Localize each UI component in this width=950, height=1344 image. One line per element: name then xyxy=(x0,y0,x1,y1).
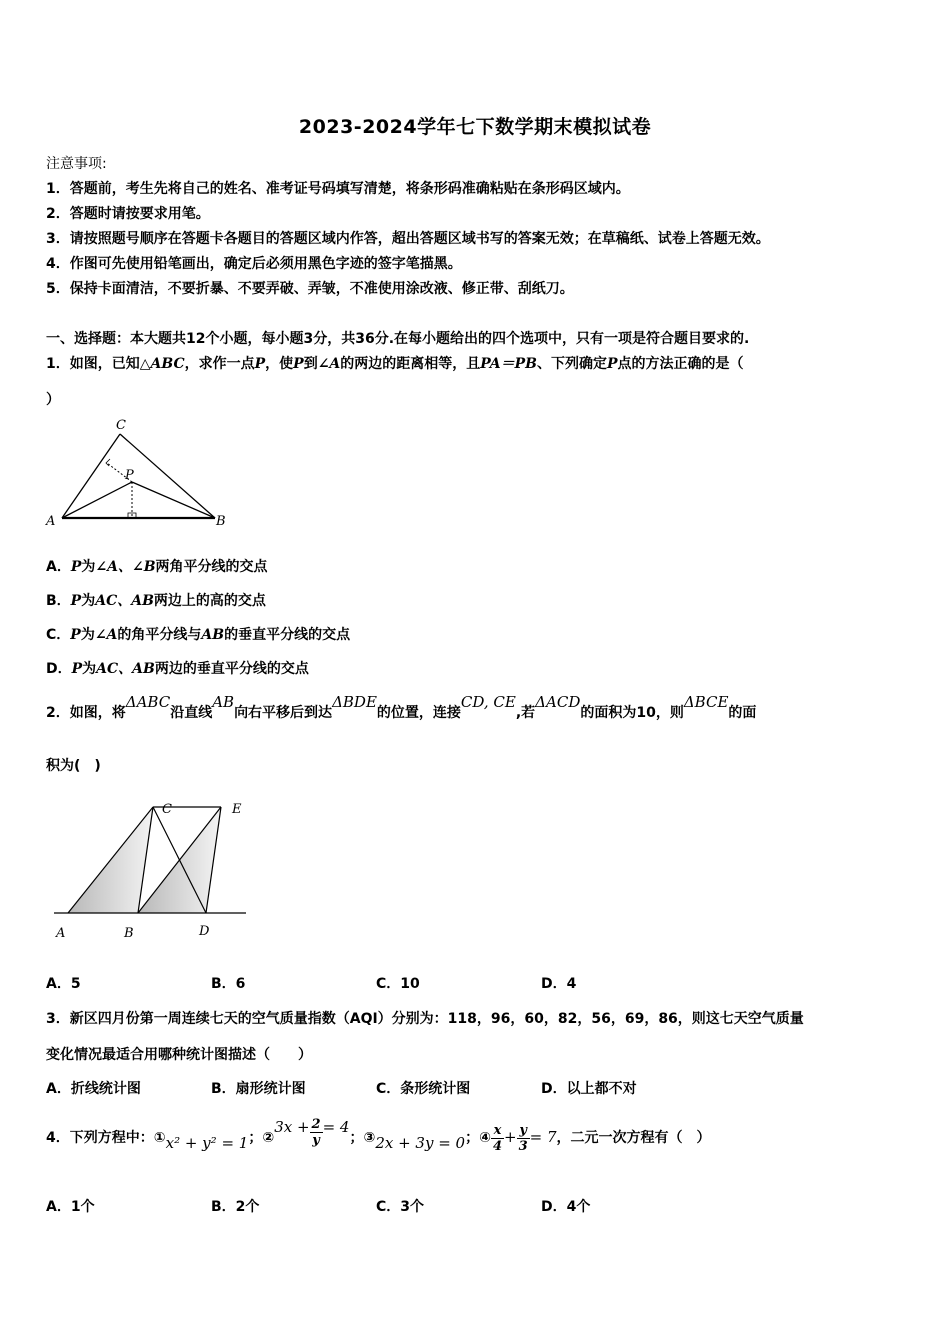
notice-item-1: 1．答题前，考生先将自己的姓名、准考证号码填写清楚，将条形码准确粘贴在条形码区域内。 xyxy=(46,181,630,197)
notice-item-3: 3．请按照题号顺序在答题卡各题目的答题区域内作答，超出答题区域书写的答案无效；在草稿纸、试卷上答题无效。 xyxy=(46,231,770,247)
q2-label-d: D xyxy=(199,924,210,939)
q4-option-d[interactable]: D．4个 xyxy=(541,1199,591,1215)
notice-heading: 注意事项: xyxy=(46,156,107,172)
q4-fraction-4b: $\frac{y}{3}$ xyxy=(518,1122,528,1154)
q4-equation-3: 2x + 3y = 0 xyxy=(375,1134,466,1152)
q1-stem: 1．如图，已知△ABC，求作一点P，使P到∠A的两边的距离相等，且PA＝PB、下列确定P点的方法正确的是（ xyxy=(46,356,744,372)
q1-side-cb xyxy=(120,434,215,518)
q4-option-c[interactable]: C．3个 xyxy=(376,1199,425,1215)
q1-triangle-figure xyxy=(40,412,240,532)
q1-segment-pa xyxy=(62,482,132,518)
q3-option-b[interactable]: B．扇形统计图 xyxy=(211,1081,306,1097)
q4-option-a[interactable]: A．1个 xyxy=(46,1199,95,1215)
q4-equation-2b: = 4 xyxy=(322,1118,350,1136)
q1-option-a[interactable]: A．P为∠A、∠B两角平分线的交点 xyxy=(46,559,268,575)
q4-equation-1: x² + y² = 1 xyxy=(165,1134,249,1152)
q1-segment-pb xyxy=(132,482,215,518)
q1-stem-close: ） xyxy=(46,392,60,408)
q2-translation-figure xyxy=(46,795,256,945)
q2-option-b[interactable]: B．6 xyxy=(211,976,246,992)
q2-option-d[interactable]: D．4 xyxy=(541,976,577,992)
q2-option-c[interactable]: C．10 xyxy=(376,976,420,992)
q2-stem: 2．如图，将ΔABC沿直线AB向右平移后到达ΔBDE的位置，连接CD, CE,若ΔACD的面积为10，则ΔBCE的面 xyxy=(46,693,757,721)
page-title: 2023-2024学年七下数学期末模拟试卷 xyxy=(298,116,652,138)
q2-label-a: A xyxy=(56,926,66,941)
notice-item-2: 2．答题时请按要求用笔。 xyxy=(46,206,210,222)
notice-item-5: 5．保持卡面清洁，不要折暴、不要弄破、弄皱，不准使用涂改液、修正带、刮纸刀。 xyxy=(46,281,574,297)
notice-item-4: 4．作图可先使用铅笔画出，确定后必须用黑色字迹的签字笔描黑。 xyxy=(46,256,462,272)
q4-fraction-2: $\frac{2}{y}$ xyxy=(311,1116,321,1148)
q3-stem: 3．新区四月份第一周连续七天的空气质量指数（AQI）分别为：118，96，60，82，56，69，86，则这七天空气质量 xyxy=(46,1011,804,1027)
q1-label-b: B xyxy=(216,514,226,529)
q3-option-d[interactable]: D．以上都不对 xyxy=(541,1081,637,1097)
section-heading: 一、选择题：本大题共12个小题，每小题3分，共36分.在每小题给出的四个选项中，只有一项是符合题目要求的. xyxy=(46,331,750,347)
q2-option-a[interactable]: A．5 xyxy=(46,976,81,992)
q2-label-b: B xyxy=(124,926,134,941)
q4-fraction-4a: $\frac{x}{4}$ xyxy=(492,1122,503,1154)
q3-option-a[interactable]: A．折线统计图 xyxy=(46,1081,141,1097)
q4-option-b[interactable]: B．2个 xyxy=(211,1199,260,1215)
q4-stem: 4．下列方程中：①x² + y² = 1；②3x + $\frac{2}{y}$ = 4；③2x + 3y = 0；④ $\frac{x}{4}$ + $\frac{y}{3}$ = 7，二元一次方程有（ ） xyxy=(46,1116,711,1154)
q4-equation-2a: 3x + xyxy=(274,1118,310,1136)
q2-stem-cont: 积为( ) xyxy=(46,758,101,774)
q3-stem-cont: 变化情况最适合用哪种统计图描述（ ） xyxy=(46,1047,312,1063)
q3-option-c[interactable]: C．条形统计图 xyxy=(376,1081,471,1097)
q1-option-b[interactable]: B．P为AC、AB两边上的高的交点 xyxy=(46,593,266,609)
q2-label-c: C xyxy=(162,802,172,817)
q1-label-p: P xyxy=(125,468,134,483)
q1-option-d[interactable]: D．P为AC、AB两边的垂直平分线的交点 xyxy=(46,661,309,677)
q1-option-c[interactable]: C．P为∠A的角平分线与AB的垂直平分线的交点 xyxy=(46,627,351,643)
q1-label-c: C xyxy=(116,418,126,433)
q1-label-a: A xyxy=(46,514,56,529)
q1-side-ac xyxy=(62,434,120,518)
q2-label-e: E xyxy=(232,802,242,817)
